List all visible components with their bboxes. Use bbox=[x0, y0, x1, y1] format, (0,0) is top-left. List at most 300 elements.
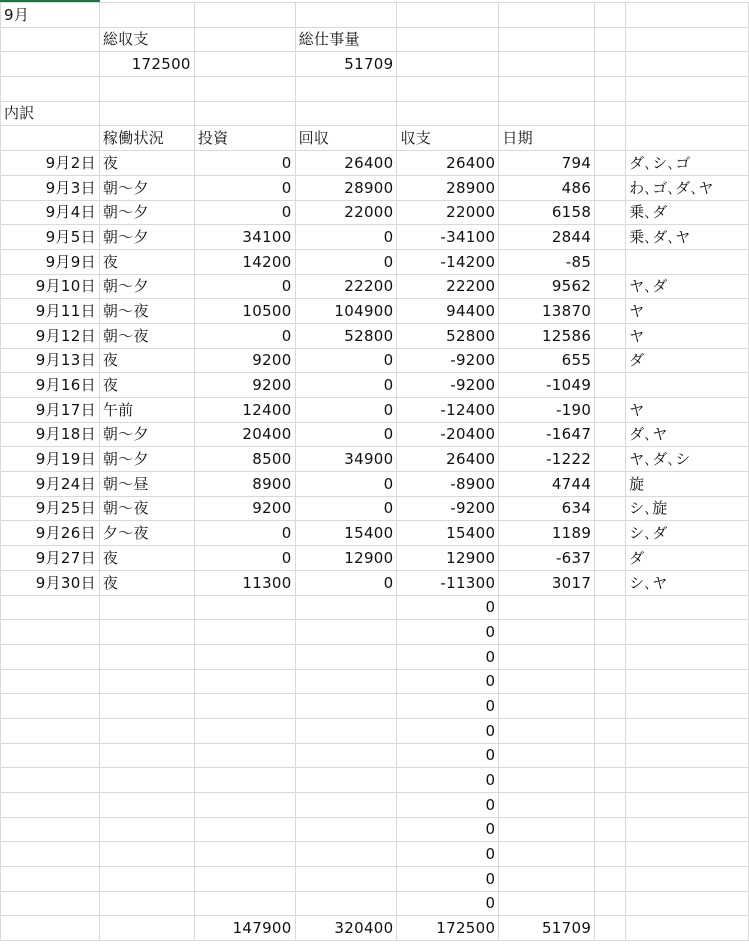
cell[interactable] bbox=[626, 867, 749, 892]
expected-cell[interactable]: 634 bbox=[499, 496, 595, 521]
invest-cell[interactable]: 9200 bbox=[194, 496, 295, 521]
cell[interactable] bbox=[194, 3, 295, 28]
expected-cell[interactable]: 12586 bbox=[499, 323, 595, 348]
date-cell[interactable]: 9月12日 bbox=[1, 323, 100, 348]
date-cell[interactable]: 9月17日 bbox=[1, 398, 100, 423]
invest-cell[interactable]: 9200 bbox=[194, 348, 295, 373]
status-cell[interactable]: 朝～昼 bbox=[99, 472, 194, 497]
cell[interactable] bbox=[1, 52, 100, 77]
note-cell[interactable]: ヤ､ダ､シ bbox=[626, 447, 749, 472]
cell[interactable] bbox=[626, 126, 749, 151]
cell[interactable] bbox=[595, 472, 626, 497]
cell[interactable] bbox=[595, 274, 626, 299]
recover-cell[interactable]: 34900 bbox=[295, 447, 397, 472]
cell[interactable] bbox=[626, 101, 749, 126]
cell[interactable] bbox=[626, 52, 749, 77]
cell[interactable] bbox=[194, 595, 295, 620]
invest-cell[interactable]: 20400 bbox=[194, 422, 295, 447]
cell[interactable] bbox=[595, 768, 626, 793]
cell[interactable] bbox=[295, 768, 397, 793]
cell[interactable] bbox=[1, 595, 100, 620]
cell[interactable] bbox=[295, 644, 397, 669]
date-cell[interactable]: 9月3日 bbox=[1, 175, 100, 200]
cell[interactable] bbox=[595, 644, 626, 669]
cell[interactable] bbox=[194, 620, 295, 645]
recover-cell[interactable]: 0 bbox=[295, 249, 397, 274]
cell[interactable] bbox=[1, 916, 100, 941]
date-cell[interactable]: 9月25日 bbox=[1, 496, 100, 521]
date-cell[interactable]: 9月2日 bbox=[1, 151, 100, 176]
recover-cell[interactable]: 22000 bbox=[295, 200, 397, 225]
cell[interactable] bbox=[626, 669, 749, 694]
cell[interactable] bbox=[499, 793, 595, 818]
status-cell[interactable]: 朝～夜 bbox=[99, 299, 194, 324]
cell[interactable] bbox=[295, 694, 397, 719]
recover-cell[interactable]: 28900 bbox=[295, 175, 397, 200]
cell[interactable] bbox=[595, 891, 626, 916]
total-work-label[interactable]: 総仕事量 bbox=[295, 27, 397, 52]
cell[interactable] bbox=[595, 916, 626, 941]
invest-cell[interactable]: 0 bbox=[194, 521, 295, 546]
invest-cell[interactable]: 0 bbox=[194, 200, 295, 225]
cell[interactable] bbox=[499, 817, 595, 842]
cell[interactable] bbox=[626, 620, 749, 645]
cell[interactable] bbox=[99, 743, 194, 768]
cell[interactable] bbox=[595, 422, 626, 447]
cell[interactable] bbox=[626, 743, 749, 768]
balance-cell[interactable]: 0 bbox=[397, 669, 499, 694]
cell[interactable] bbox=[1, 77, 100, 102]
cell[interactable] bbox=[1, 620, 100, 645]
note-cell[interactable] bbox=[626, 373, 749, 398]
recover-cell[interactable]: 52800 bbox=[295, 323, 397, 348]
cell[interactable] bbox=[194, 891, 295, 916]
balance-cell[interactable]: 0 bbox=[397, 718, 499, 743]
date-cell[interactable]: 9月30日 bbox=[1, 570, 100, 595]
expected-cell[interactable]: 13870 bbox=[499, 299, 595, 324]
total-balance-label[interactable]: 総収支 bbox=[99, 27, 194, 52]
cell[interactable] bbox=[99, 817, 194, 842]
note-cell[interactable] bbox=[626, 249, 749, 274]
cell[interactable] bbox=[295, 817, 397, 842]
cell[interactable] bbox=[295, 3, 397, 28]
cell[interactable] bbox=[595, 398, 626, 423]
note-cell[interactable]: シ､旋 bbox=[626, 496, 749, 521]
cell[interactable] bbox=[295, 669, 397, 694]
status-cell[interactable]: 朝～夕 bbox=[99, 274, 194, 299]
balance-cell[interactable]: -12400 bbox=[397, 398, 499, 423]
invest-cell[interactable]: 9200 bbox=[194, 373, 295, 398]
breakdown-label[interactable]: 内訳 bbox=[1, 101, 100, 126]
status-cell[interactable]: 夜 bbox=[99, 546, 194, 571]
cell[interactable] bbox=[1, 743, 100, 768]
cell[interactable] bbox=[194, 101, 295, 126]
expected-cell[interactable]: 6158 bbox=[499, 200, 595, 225]
date-cell[interactable]: 9月11日 bbox=[1, 299, 100, 324]
cell[interactable] bbox=[595, 52, 626, 77]
cell[interactable] bbox=[194, 842, 295, 867]
expected-cell[interactable]: 4744 bbox=[499, 472, 595, 497]
status-cell[interactable]: 夜 bbox=[99, 570, 194, 595]
status-cell[interactable]: 午前 bbox=[99, 398, 194, 423]
cell[interactable] bbox=[397, 3, 499, 28]
note-cell[interactable]: ヤ､ダ bbox=[626, 274, 749, 299]
cell[interactable] bbox=[595, 793, 626, 818]
cell[interactable] bbox=[626, 793, 749, 818]
cell[interactable] bbox=[595, 669, 626, 694]
note-cell[interactable]: シ､ヤ bbox=[626, 570, 749, 595]
status-cell[interactable]: 朝～夕 bbox=[99, 447, 194, 472]
status-cell[interactable]: 夜 bbox=[99, 348, 194, 373]
cell[interactable] bbox=[595, 620, 626, 645]
cell[interactable] bbox=[595, 225, 626, 250]
date-cell[interactable]: 9月19日 bbox=[1, 447, 100, 472]
cell[interactable] bbox=[99, 77, 194, 102]
cell[interactable] bbox=[595, 175, 626, 200]
cell[interactable] bbox=[194, 793, 295, 818]
invest-cell[interactable]: 11300 bbox=[194, 570, 295, 595]
invest-cell[interactable]: 14200 bbox=[194, 249, 295, 274]
expected-cell[interactable]: -1647 bbox=[499, 422, 595, 447]
cell[interactable] bbox=[1, 842, 100, 867]
cell[interactable] bbox=[499, 867, 595, 892]
cell[interactable] bbox=[595, 200, 626, 225]
cell[interactable] bbox=[194, 867, 295, 892]
invest-cell[interactable]: 12400 bbox=[194, 398, 295, 423]
balance-cell[interactable]: 26400 bbox=[397, 447, 499, 472]
balance-cell[interactable]: -8900 bbox=[397, 472, 499, 497]
invest-cell[interactable]: 0 bbox=[194, 175, 295, 200]
cell[interactable] bbox=[595, 570, 626, 595]
cell[interactable] bbox=[595, 373, 626, 398]
cell[interactable] bbox=[499, 595, 595, 620]
cell[interactable] bbox=[595, 27, 626, 52]
cell[interactable] bbox=[595, 842, 626, 867]
note-cell[interactable]: 旋 bbox=[626, 472, 749, 497]
status-cell[interactable]: 夜 bbox=[99, 249, 194, 274]
balance-cell[interactable]: 28900 bbox=[397, 175, 499, 200]
cell[interactable] bbox=[626, 595, 749, 620]
cell[interactable] bbox=[295, 793, 397, 818]
status-cell[interactable]: 朝～夜 bbox=[99, 496, 194, 521]
cell[interactable] bbox=[99, 669, 194, 694]
recover-cell[interactable]: 15400 bbox=[295, 521, 397, 546]
status-cell[interactable]: 夜 bbox=[99, 373, 194, 398]
balance-cell[interactable]: 26400 bbox=[397, 151, 499, 176]
cell[interactable] bbox=[194, 718, 295, 743]
cell[interactable] bbox=[397, 101, 499, 126]
cell[interactable] bbox=[595, 447, 626, 472]
cell[interactable] bbox=[99, 595, 194, 620]
status-cell[interactable]: 朝～夕 bbox=[99, 200, 194, 225]
cell[interactable] bbox=[295, 743, 397, 768]
recover-cell[interactable]: 0 bbox=[295, 570, 397, 595]
cell[interactable] bbox=[626, 817, 749, 842]
note-cell[interactable]: シ､ダ bbox=[626, 521, 749, 546]
recover-cell[interactable]: 0 bbox=[295, 348, 397, 373]
status-cell[interactable]: 夜 bbox=[99, 151, 194, 176]
cell[interactable] bbox=[1, 891, 100, 916]
invest-cell[interactable]: 8900 bbox=[194, 472, 295, 497]
recover-cell[interactable]: 26400 bbox=[295, 151, 397, 176]
cell[interactable] bbox=[99, 694, 194, 719]
cell[interactable] bbox=[1, 669, 100, 694]
invest-cell[interactable]: 0 bbox=[194, 151, 295, 176]
cell[interactable] bbox=[499, 620, 595, 645]
balance-cell[interactable]: 0 bbox=[397, 644, 499, 669]
cell[interactable] bbox=[499, 743, 595, 768]
header-invest[interactable]: 投資 bbox=[194, 126, 295, 151]
date-cell[interactable]: 9月16日 bbox=[1, 373, 100, 398]
cell[interactable] bbox=[595, 323, 626, 348]
balance-cell[interactable]: -9200 bbox=[397, 373, 499, 398]
expected-cell[interactable]: 486 bbox=[499, 175, 595, 200]
balance-cell[interactable]: 22000 bbox=[397, 200, 499, 225]
cell[interactable] bbox=[1, 694, 100, 719]
cell[interactable] bbox=[626, 916, 749, 941]
cell[interactable] bbox=[99, 842, 194, 867]
total-invest[interactable]: 147900 bbox=[194, 916, 295, 941]
note-cell[interactable]: ダ bbox=[626, 546, 749, 571]
date-cell[interactable]: 9月9日 bbox=[1, 249, 100, 274]
total-work-value[interactable]: 51709 bbox=[295, 52, 397, 77]
cell[interactable] bbox=[397, 27, 499, 52]
cell[interactable] bbox=[499, 3, 595, 28]
balance-cell[interactable]: 0 bbox=[397, 842, 499, 867]
recover-cell[interactable]: 0 bbox=[295, 496, 397, 521]
expected-cell[interactable]: 9562 bbox=[499, 274, 595, 299]
cell[interactable] bbox=[194, 52, 295, 77]
cell[interactable] bbox=[595, 151, 626, 176]
recover-cell[interactable]: 0 bbox=[295, 398, 397, 423]
note-cell[interactable]: わ､ゴ､ダ､ヤ bbox=[626, 175, 749, 200]
balance-cell[interactable]: 0 bbox=[397, 743, 499, 768]
date-cell[interactable]: 9月10日 bbox=[1, 274, 100, 299]
status-cell[interactable]: 夕～夜 bbox=[99, 521, 194, 546]
expected-cell[interactable]: 2844 bbox=[499, 225, 595, 250]
cell[interactable] bbox=[595, 77, 626, 102]
date-cell[interactable]: 9月5日 bbox=[1, 225, 100, 250]
cell[interactable] bbox=[595, 743, 626, 768]
date-cell[interactable]: 9月24日 bbox=[1, 472, 100, 497]
cell[interactable] bbox=[626, 644, 749, 669]
recover-cell[interactable]: 12900 bbox=[295, 546, 397, 571]
total-balance-value[interactable]: 172500 bbox=[99, 52, 194, 77]
note-cell[interactable]: ダ､シ､ゴ bbox=[626, 151, 749, 176]
cell[interactable] bbox=[194, 694, 295, 719]
expected-cell[interactable]: -85 bbox=[499, 249, 595, 274]
balance-cell[interactable]: 0 bbox=[397, 694, 499, 719]
date-cell[interactable]: 9月26日 bbox=[1, 521, 100, 546]
total-balance[interactable]: 172500 bbox=[397, 916, 499, 941]
cell[interactable] bbox=[626, 694, 749, 719]
cell[interactable] bbox=[99, 916, 194, 941]
balance-cell[interactable]: -9200 bbox=[397, 496, 499, 521]
cell[interactable] bbox=[499, 694, 595, 719]
cell[interactable] bbox=[499, 891, 595, 916]
note-cell[interactable]: ヤ bbox=[626, 398, 749, 423]
cell[interactable] bbox=[595, 546, 626, 571]
cell[interactable] bbox=[295, 77, 397, 102]
cell[interactable] bbox=[99, 718, 194, 743]
balance-cell[interactable]: -20400 bbox=[397, 422, 499, 447]
expected-cell[interactable]: -190 bbox=[499, 398, 595, 423]
cell[interactable] bbox=[499, 669, 595, 694]
balance-cell[interactable]: 0 bbox=[397, 867, 499, 892]
cell[interactable] bbox=[626, 768, 749, 793]
cell[interactable] bbox=[295, 842, 397, 867]
expected-cell[interactable]: 1189 bbox=[499, 521, 595, 546]
recover-cell[interactable]: 0 bbox=[295, 373, 397, 398]
cell[interactable] bbox=[194, 27, 295, 52]
cell[interactable] bbox=[595, 348, 626, 373]
cell[interactable] bbox=[595, 718, 626, 743]
balance-cell[interactable]: 0 bbox=[397, 595, 499, 620]
cell[interactable] bbox=[595, 694, 626, 719]
balance-cell[interactable]: 94400 bbox=[397, 299, 499, 324]
recover-cell[interactable]: 0 bbox=[295, 225, 397, 250]
cell[interactable] bbox=[626, 3, 749, 28]
balance-cell[interactable]: -9200 bbox=[397, 348, 499, 373]
date-cell[interactable]: 9月18日 bbox=[1, 422, 100, 447]
status-cell[interactable]: 朝～夕 bbox=[99, 422, 194, 447]
cell[interactable] bbox=[499, 768, 595, 793]
cell[interactable] bbox=[499, 718, 595, 743]
cell[interactable] bbox=[295, 718, 397, 743]
cell[interactable] bbox=[499, 842, 595, 867]
cell[interactable] bbox=[1, 793, 100, 818]
note-cell[interactable]: ヤ bbox=[626, 323, 749, 348]
cell[interactable] bbox=[99, 644, 194, 669]
expected-cell[interactable]: -637 bbox=[499, 546, 595, 571]
expected-cell[interactable]: -1049 bbox=[499, 373, 595, 398]
cell[interactable] bbox=[499, 52, 595, 77]
cell[interactable] bbox=[595, 496, 626, 521]
cell[interactable] bbox=[99, 3, 194, 28]
cell[interactable] bbox=[194, 817, 295, 842]
cell[interactable] bbox=[595, 521, 626, 546]
cell[interactable] bbox=[99, 867, 194, 892]
status-cell[interactable]: 朝～夕 bbox=[99, 175, 194, 200]
balance-cell[interactable]: 0 bbox=[397, 817, 499, 842]
note-cell[interactable]: ヤ bbox=[626, 299, 749, 324]
expected-cell[interactable]: 3017 bbox=[499, 570, 595, 595]
note-cell[interactable]: ダ bbox=[626, 348, 749, 373]
cell[interactable] bbox=[295, 620, 397, 645]
cell[interactable] bbox=[626, 27, 749, 52]
month-cell[interactable]: 9月 bbox=[1, 3, 100, 28]
cell[interactable] bbox=[99, 793, 194, 818]
note-cell[interactable]: ダ､ヤ bbox=[626, 422, 749, 447]
cell[interactable] bbox=[295, 867, 397, 892]
invest-cell[interactable]: 10500 bbox=[194, 299, 295, 324]
cell[interactable] bbox=[1, 644, 100, 669]
cell[interactable] bbox=[99, 768, 194, 793]
recover-cell[interactable]: 104900 bbox=[295, 299, 397, 324]
cell[interactable] bbox=[595, 867, 626, 892]
cell[interactable] bbox=[295, 101, 397, 126]
cell[interactable] bbox=[295, 595, 397, 620]
cell[interactable] bbox=[595, 101, 626, 126]
balance-cell[interactable]: 15400 bbox=[397, 521, 499, 546]
balance-cell[interactable]: 22200 bbox=[397, 274, 499, 299]
status-cell[interactable]: 朝～夕 bbox=[99, 225, 194, 250]
expected-cell[interactable]: 655 bbox=[499, 348, 595, 373]
header-expected[interactable]: 日期 bbox=[499, 126, 595, 151]
invest-cell[interactable]: 0 bbox=[194, 323, 295, 348]
recover-cell[interactable]: 0 bbox=[295, 422, 397, 447]
cell[interactable] bbox=[626, 718, 749, 743]
cell[interactable] bbox=[1, 126, 100, 151]
cell[interactable] bbox=[99, 620, 194, 645]
header-balance[interactable]: 収支 bbox=[397, 126, 499, 151]
expected-cell[interactable]: 794 bbox=[499, 151, 595, 176]
invest-cell[interactable]: 8500 bbox=[194, 447, 295, 472]
note-cell[interactable]: 乗､ダ､ヤ bbox=[626, 225, 749, 250]
cell[interactable] bbox=[499, 77, 595, 102]
cell[interactable] bbox=[595, 126, 626, 151]
balance-cell[interactable]: 0 bbox=[397, 793, 499, 818]
cell[interactable] bbox=[595, 249, 626, 274]
invest-cell[interactable]: 0 bbox=[194, 546, 295, 571]
cell[interactable] bbox=[499, 101, 595, 126]
cell[interactable] bbox=[397, 77, 499, 102]
expected-cell[interactable]: -1222 bbox=[499, 447, 595, 472]
cell[interactable] bbox=[194, 743, 295, 768]
cell[interactable] bbox=[499, 644, 595, 669]
header-recover[interactable]: 回収 bbox=[295, 126, 397, 151]
date-cell[interactable]: 9月27日 bbox=[1, 546, 100, 571]
cell[interactable] bbox=[626, 842, 749, 867]
cell[interactable] bbox=[397, 52, 499, 77]
invest-cell[interactable]: 34100 bbox=[194, 225, 295, 250]
cell[interactable] bbox=[194, 77, 295, 102]
cell[interactable] bbox=[194, 669, 295, 694]
recover-cell[interactable]: 0 bbox=[295, 472, 397, 497]
cell[interactable] bbox=[99, 891, 194, 916]
invest-cell[interactable]: 0 bbox=[194, 274, 295, 299]
cell[interactable] bbox=[295, 891, 397, 916]
cell[interactable] bbox=[1, 867, 100, 892]
header-status[interactable]: 稼働状況 bbox=[99, 126, 194, 151]
balance-cell[interactable]: 52800 bbox=[397, 323, 499, 348]
date-cell[interactable]: 9月13日 bbox=[1, 348, 100, 373]
balance-cell[interactable]: -14200 bbox=[397, 249, 499, 274]
total-recover[interactable]: 320400 bbox=[295, 916, 397, 941]
balance-cell[interactable]: 0 bbox=[397, 891, 499, 916]
balance-cell[interactable]: -34100 bbox=[397, 225, 499, 250]
cell[interactable] bbox=[1, 27, 100, 52]
note-cell[interactable]: 乗､ダ bbox=[626, 200, 749, 225]
cell[interactable] bbox=[194, 644, 295, 669]
balance-cell[interactable]: 0 bbox=[397, 768, 499, 793]
recover-cell[interactable]: 22200 bbox=[295, 274, 397, 299]
cell[interactable] bbox=[1, 718, 100, 743]
cell[interactable] bbox=[626, 77, 749, 102]
cell[interactable] bbox=[499, 27, 595, 52]
cell[interactable] bbox=[99, 101, 194, 126]
cell[interactable] bbox=[595, 817, 626, 842]
cell[interactable] bbox=[194, 768, 295, 793]
cell[interactable] bbox=[595, 3, 626, 28]
cell[interactable] bbox=[626, 891, 749, 916]
date-cell[interactable]: 9月4日 bbox=[1, 200, 100, 225]
status-cell[interactable]: 朝～夜 bbox=[99, 323, 194, 348]
cell[interactable] bbox=[1, 768, 100, 793]
total-expected[interactable]: 51709 bbox=[499, 916, 595, 941]
balance-cell[interactable]: 12900 bbox=[397, 546, 499, 571]
balance-cell[interactable]: 0 bbox=[397, 620, 499, 645]
